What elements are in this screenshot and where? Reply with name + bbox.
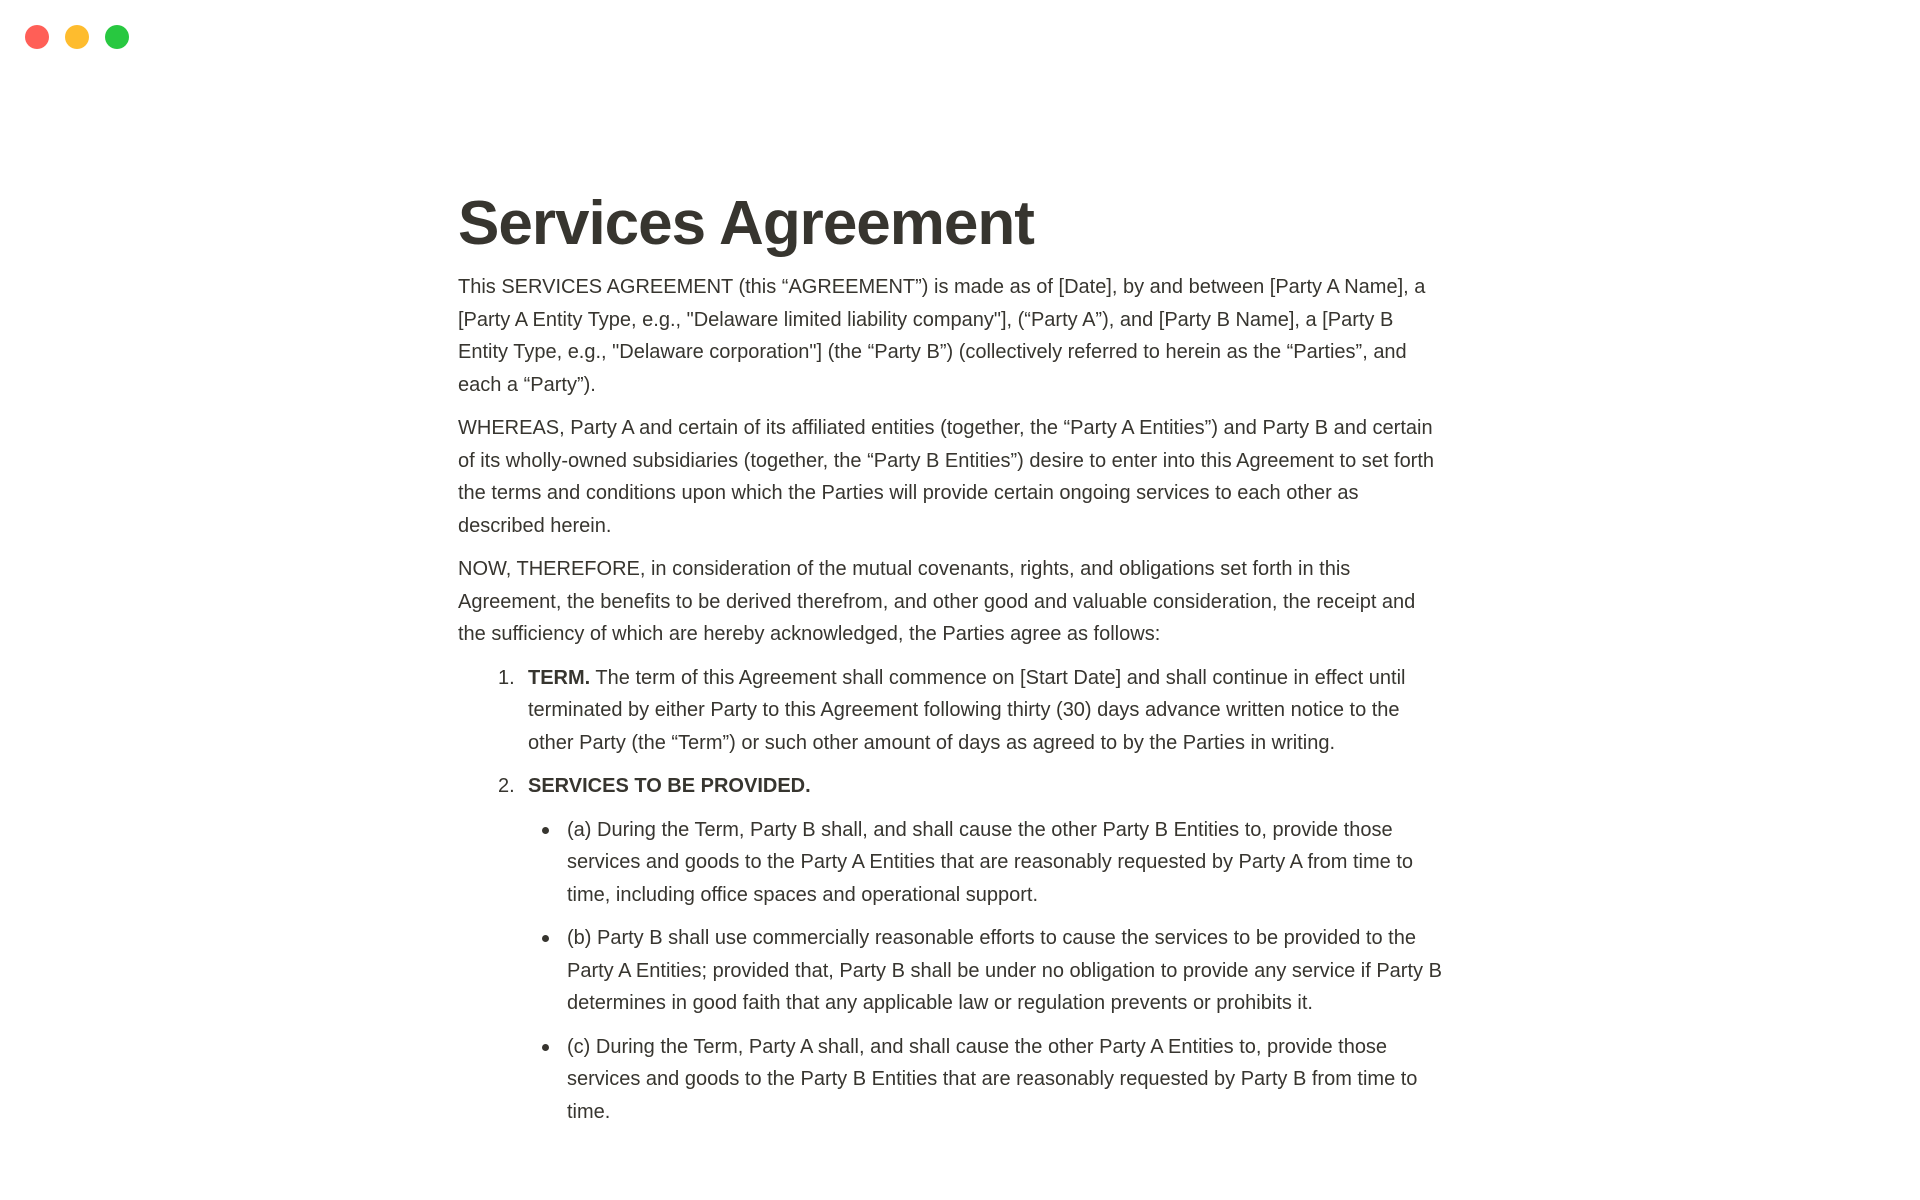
bullet-text: (a) During the Term, Party B shall, and shall cause the other Party B Entities to, provide those services and goods to the Party A Entities that are reasonably requested by Party A from time to time, including office spaces and operational support. <box>567 818 1414 906</box>
paragraph-now-therefore[interactable]: NOW, THEREFORE, in consideration of the mutual covenants, rights, and obligations set forth in this Agreement, the benefits to be derived therefrom, and other good and valuable consideration, the receipt and the sufficiency of which are hereby acknowledged, the Parties agree as follows: <box>458 558 1416 645</box>
list-item-heading: SERVICES TO BE PROVIDED. <box>528 775 811 797</box>
minimize-button[interactable] <box>65 25 89 49</box>
bullet-icon <box>542 1031 567 1129</box>
paragraph-preamble[interactable]: This SERVICES AGREEMENT (this “AGREEMENT”) is made as of [Date], by and between [Party A Name], a [Party A Entity Type, e.g., "Delaware limited liability company"], (“Party A”), and [Party B Name], a [Party B Entity Type, e.g., "Delaware corporation"] (the “Party B”) (collectively referred to herein as the “Parties”, and each a “Party”). <box>458 276 1426 396</box>
close-button[interactable] <box>25 25 49 49</box>
bullet-item-b[interactable] <box>458 922 1448 1020</box>
zoom-button[interactable] <box>105 25 129 49</box>
paragraph-whereas[interactable]: WHEREAS, Party A and certain of its affiliated entities (together, the “Party A Entities”) and Party B and certain of its wholly-owned subsidiaries (together, the “Party B Entities”) desire to enter into this Agreement to set forth the terms and conditions upon which the Parties will provide certain ongoing services to each other as described herein. <box>458 417 1435 537</box>
bullet-text: (c) During the Term, Party A shall, and shall cause the other Party A Entities to, provide those services and goods to the Party B Entities that are reasonably requested by Party B from time to time. <box>567 1035 1418 1123</box>
list-item-services[interactable] <box>458 770 1448 803</box>
bullet-item-a[interactable] <box>458 814 1448 912</box>
list-item-body: The term of this Agreement shall commence on [Start Date] and shall continue in effect until terminated by either Party to this Agreement following thirty (30) days advance written notice to the other Party (the “Term”) or such other amount of days as agreed to by the Parties in writing. <box>528 666 1406 754</box>
list-number: 2. <box>498 775 515 797</box>
bullet-list <box>458 814 1448 1129</box>
bullet-icon <box>542 922 567 1020</box>
list-number: 1. <box>498 666 515 689</box>
page-title[interactable]: Services Agreement <box>458 189 1034 258</box>
document-page <box>458 188 1448 1139</box>
window-controls <box>25 25 129 49</box>
numbered-list <box>458 662 1448 1129</box>
bullet-item-c[interactable] <box>458 1031 1448 1129</box>
bullet-icon <box>542 814 567 912</box>
list-item-term[interactable] <box>458 662 1448 760</box>
bullet-text: (b) Party B shall use commercially reasonable efforts to cause the services to be provided to the Party A Entities; provided that, Party B shall be under no obligation to provide any service if Party B determines in good faith that any applicable law or regulation prevents or prohibits it. <box>567 927 1442 1014</box>
list-item-heading: TERM. <box>528 666 591 689</box>
